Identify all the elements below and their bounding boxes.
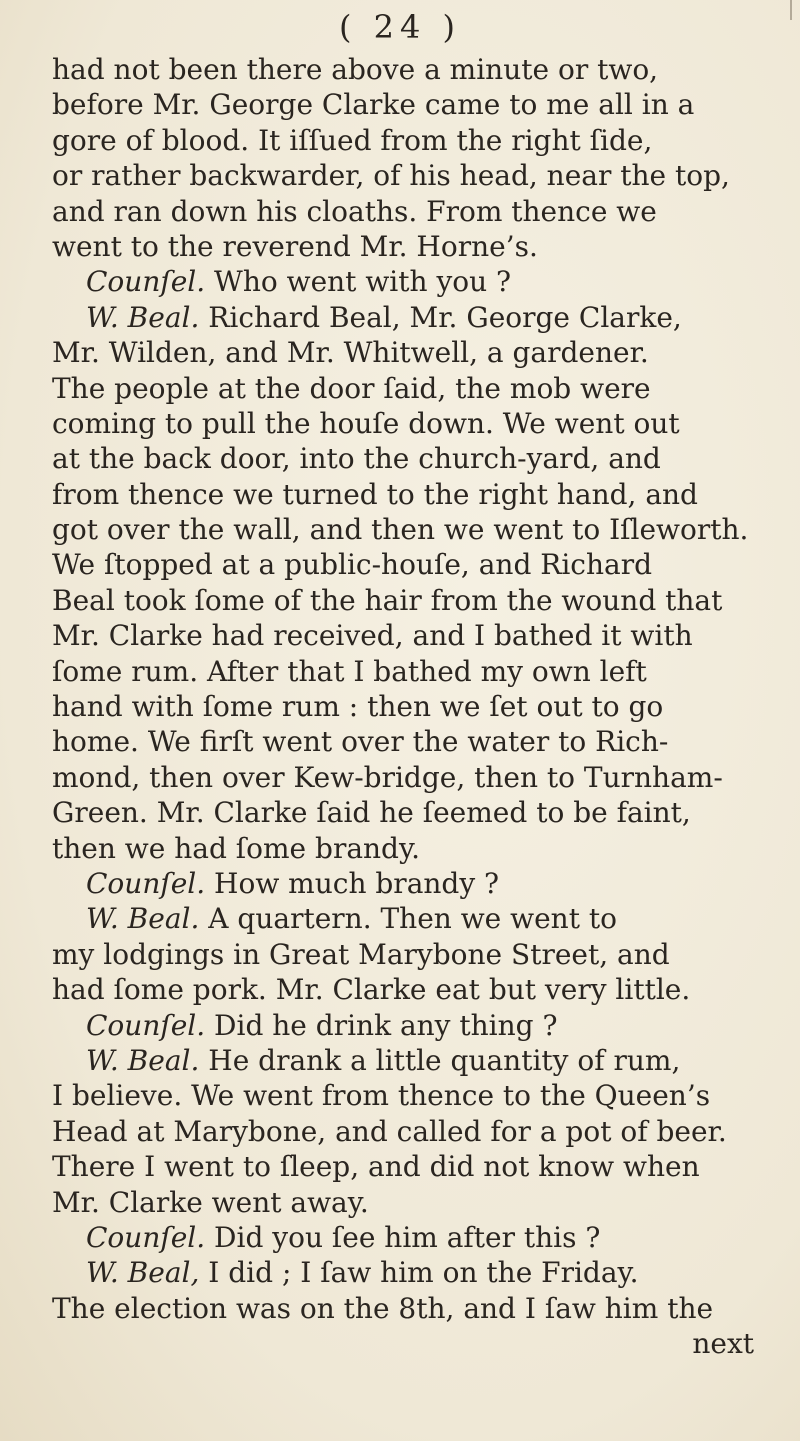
line-text: my lodgings in Great Marybone Street, and [52,937,670,971]
line-text: ſome rum. After that I bathed my own left [52,654,647,688]
line-text: The people at the door ſaid, the mob were [52,371,651,405]
speaker-label: W. Beal, [86,1256,200,1290]
line-text: I did ; I ſaw him on the Friday. [199,1256,639,1290]
text-line [52,1255,772,1290]
text-line [52,654,772,689]
text-line [52,1008,772,1043]
line-text: Head at Marybone, and called for a pot of beer. [52,1114,727,1148]
text-line [52,477,772,512]
line-text: before Mr. George Clarke came to me all in a [52,88,695,122]
line-text: went to the reverend Mr. Horne’s. [52,229,538,263]
line-text: Did you ſee him after this ? [205,1220,601,1254]
catchword: next [692,1327,754,1361]
line-text: The election was on the 8th, and I ſaw him the [52,1291,714,1325]
text-line [52,1149,772,1184]
line-text: or rather backwarder, of his head, near the top, [52,159,730,193]
text-line [52,229,772,264]
line-text: hand with ſome rum : then we ſet out to go [52,690,664,724]
text-line [52,512,772,547]
text-line [52,583,772,618]
text-line [52,87,772,122]
text-line [52,300,772,335]
text-line [52,194,772,229]
line-text: Who went with you ? [205,265,512,299]
speaker-label: Counſel. [86,1220,206,1254]
line-text: and ran down his cloaths. From thence we [52,194,657,228]
body-text [52,52,772,1361]
line-text: There I went to ſleep, and did not know when [52,1150,700,1184]
line-text: Mr. Clarke had received, and I bathed it with [52,619,693,653]
line-text: at the back door, into the church-yard, and [52,442,661,476]
text-line [52,406,772,441]
text-line [52,158,772,193]
line-text: then we had ſome brandy. [52,831,420,865]
text-line [52,547,772,582]
line-text: had ſome pork. Mr. Clarke eat but very little. [52,973,691,1007]
text-line [52,972,772,1007]
text-line [52,264,772,299]
text-line [52,1291,772,1326]
line-text: Richard Beal, Mr. George Clarke, [199,300,682,334]
text-line [52,1043,772,1078]
line-text: Beal took ſome of the hair from the wound that [52,583,723,617]
text-line [52,123,772,158]
line-text: coming to pull the houſe down. We went out [52,406,680,440]
line-text: home. We firſt went over the water to Rich- [52,725,669,759]
line-text: gore of blood. It iſſued from the right ſide, [52,123,653,157]
line-text: from thence we turned to the right hand, and [52,477,698,511]
text-line [52,52,772,87]
line-text: Mr. Wilden, and Mr. Whitwell, a gardener. [52,336,649,370]
text-line [52,1220,772,1255]
text-line [52,901,772,936]
line-text: How much brandy ? [205,866,500,900]
line-text: He drank a little quantity of rum, [199,1043,681,1077]
text-line [52,441,772,476]
line-text: I believe. We went from thence to the Queen’s [52,1079,711,1113]
line-text: Green. Mr. Clarke ſaid he ſeemed to be faint, [52,796,691,830]
text-line [52,618,772,653]
text-line [52,795,772,830]
text-line [52,760,772,795]
line-text: Mr. Clarke went away. [52,1185,369,1219]
speaker-label: W. Beal. [86,1043,200,1077]
speaker-label: Counſel. [86,866,206,900]
speaker-label: Counſel. [86,265,206,299]
text-line [52,689,772,724]
page-number: ( 24 ) [338,8,462,46]
text-line [52,1114,772,1149]
line-text: We ſtopped at a public-houſe, and Richard [52,548,653,582]
text-line [52,1185,772,1220]
line-text: had not been there above a minute or two, [52,53,659,86]
text-line [52,866,772,901]
speaker-label: W. Beal. [86,902,200,936]
line-text: got over the wall, and then we went to Iſleworth. [52,513,749,547]
text-line [52,724,772,759]
line-text: mond, then over Kew-bridge, then to Turnham- [52,760,723,794]
text-line [52,335,772,370]
text-line [52,831,772,866]
speaker-label: W. Beal. [86,300,200,334]
text-line [52,937,772,972]
text-line [52,371,772,406]
speaker-label: Counſel. [86,1008,206,1042]
text-line [52,1078,772,1113]
line-text: Did he drink any thing ? [205,1008,558,1042]
line-text: A quartern. Then we went to [199,902,617,936]
